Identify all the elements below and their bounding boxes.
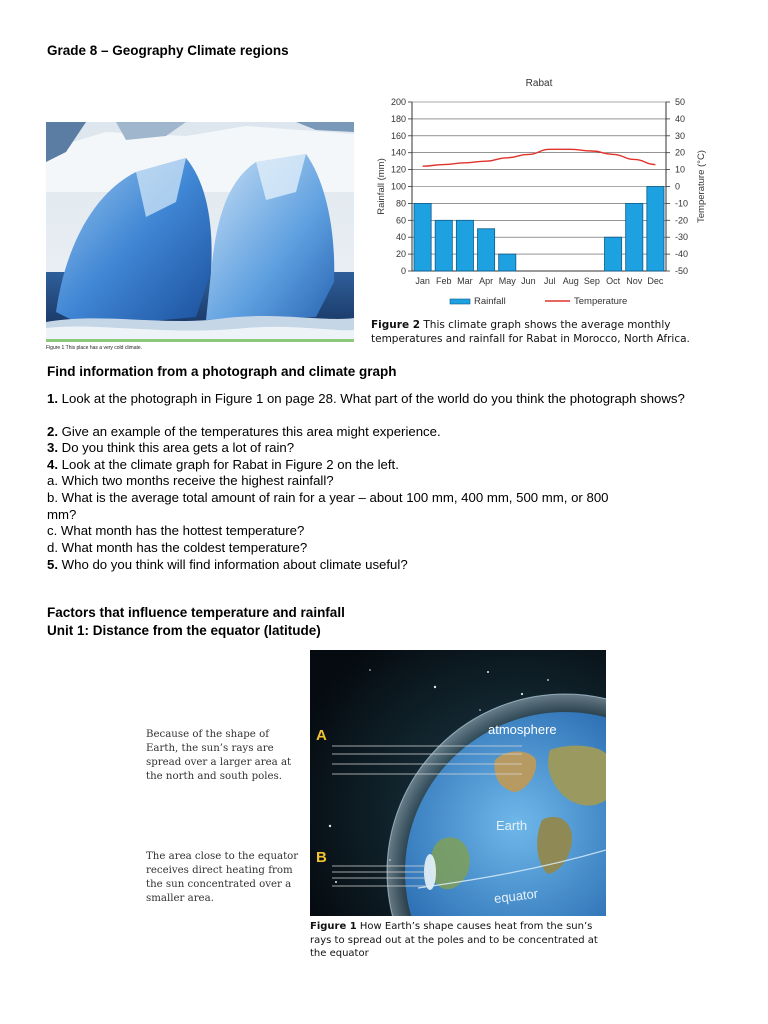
question-2: 2. Give an example of the temperatures this area might experience. xyxy=(47,424,441,439)
legend-rainfall-swatch xyxy=(450,299,470,304)
figure2-text: This climate graph shows the average monthly temperatures and rainfall for Rabat in Morocco, North Africa. xyxy=(371,319,690,345)
question-4c: c. What month has the hottest temperature? xyxy=(47,523,305,538)
earth-caption-label: Figure 1 xyxy=(310,921,357,932)
y2-tick-label: -20 xyxy=(675,215,689,226)
x-tick-label: Aug xyxy=(562,276,579,286)
x-tick-label: Feb xyxy=(435,276,452,286)
label-equator: equator xyxy=(493,885,539,907)
earth-text-a: Because of the shape of Earth, the sun’s rays are spread over a larger area at the north and south poles. xyxy=(146,729,292,782)
y-axis-label: Rainfall (mm) xyxy=(376,158,387,215)
question-4b: b. What is the average total amount of rain for a year – about 100 mm, 400 mm, 500 mm, or 800 mm? xyxy=(47,490,609,522)
x-tick-label: May xyxy=(498,276,516,286)
figure2-label: Figure 2 xyxy=(371,319,421,331)
x-tick-label: Jul xyxy=(543,276,556,286)
label-atmosphere: atmosphere xyxy=(488,722,557,737)
x-tick-label: Nov xyxy=(626,276,643,286)
climate-chart-svg xyxy=(364,72,714,318)
y-tick-label: 60 xyxy=(395,215,406,226)
y2-tick-label: -30 xyxy=(675,232,689,243)
rain-bar xyxy=(435,220,452,271)
y-tick-label: 80 xyxy=(395,198,406,209)
y2-tick-label: 50 xyxy=(675,97,686,107)
climate-graph xyxy=(364,72,714,318)
page-title: Grade 8 – Geography Climate regions xyxy=(47,43,289,58)
rain-bar xyxy=(626,203,643,271)
y-tick-label: 160 xyxy=(390,130,406,141)
x-tick-label: Apr xyxy=(479,276,494,286)
label-b: B xyxy=(316,849,327,866)
label-earth: Earth xyxy=(496,818,528,833)
rain-bar xyxy=(605,237,622,271)
y-tick-label: 120 xyxy=(390,164,406,175)
question-3: 3. Do you think this area gets a lot of rain? xyxy=(47,440,295,455)
figure2-caption xyxy=(371,318,701,346)
x-tick-label: Jun xyxy=(521,276,536,286)
question-1: 1. Look at the photograph in Figure 1 on page 28. What part of the world do you think the photograph shows? xyxy=(47,391,685,406)
y2-tick-label: -10 xyxy=(675,198,689,209)
question-4a: a. Which two months receive the highest rainfall? xyxy=(47,473,334,488)
rain-bar xyxy=(414,203,431,271)
section2-heading: Factors that influence temperature and rainfall xyxy=(47,605,345,620)
y2-tick-label: 40 xyxy=(675,113,686,124)
figure1-caption: Figure 1 This place has a very cold climate. xyxy=(46,345,143,351)
rain-bar xyxy=(456,220,473,271)
earth-caption xyxy=(310,920,606,961)
unit-heading: Unit 1: Distance from the equator (latitude) xyxy=(47,623,321,638)
x-tick-label: Dec xyxy=(647,276,664,286)
temperature-line xyxy=(423,149,656,166)
iceberg-photo xyxy=(46,122,354,342)
y2-tick-label: 20 xyxy=(675,147,686,158)
question-4d: d. What month has the coldest temperature? xyxy=(47,540,308,555)
x-tick-label: Jan xyxy=(415,276,430,286)
label-a: A xyxy=(316,727,327,744)
y-tick-label: 100 xyxy=(390,181,406,192)
y-tick-label: 20 xyxy=(395,249,406,260)
y2-axis-label: Temperature (°C) xyxy=(696,150,707,223)
y-tick-label: 180 xyxy=(390,113,406,124)
legend-rainfall-label: Rainfall xyxy=(474,296,506,307)
y2-tick-label: 30 xyxy=(675,130,686,141)
rain-bar xyxy=(647,187,664,272)
y-tick-label: 140 xyxy=(390,147,406,158)
x-tick-label: Oct xyxy=(606,276,621,286)
y2-tick-label: 10 xyxy=(675,164,686,175)
y2-tick-label: 0 xyxy=(675,181,681,192)
earth-text-b: The area close to the equator receives direct heating from the sun concentrated over a smaller area. xyxy=(146,851,299,904)
legend-temperature-label: Temperature xyxy=(574,296,628,307)
y-tick-label: 200 xyxy=(390,97,406,107)
y2-tick-label: -40 xyxy=(675,249,689,260)
question-5: 5. Who do you think will find information about climate useful? xyxy=(47,557,408,572)
earth-caption-text: How Earth’s shape causes heat from the sun’s rays to spread out at the poles and to be concentrated at the equator xyxy=(310,921,598,959)
y2-tick-label: -50 xyxy=(675,266,689,276)
rain-bar xyxy=(478,229,495,271)
x-tick-label: Sep xyxy=(583,276,600,286)
rain-bar xyxy=(499,254,516,271)
x-tick-label: Mar xyxy=(457,276,473,286)
y-tick-label: 40 xyxy=(395,232,406,243)
chart-title: Rabat xyxy=(525,78,553,89)
question-4: 4. Look at the climate graph for Rabat in Figure 2 on the left. xyxy=(47,457,399,472)
earth-illustration xyxy=(310,650,606,916)
section1-heading: Find information from a photograph and climate graph xyxy=(47,364,397,379)
y-tick-label: 0 xyxy=(400,266,406,276)
